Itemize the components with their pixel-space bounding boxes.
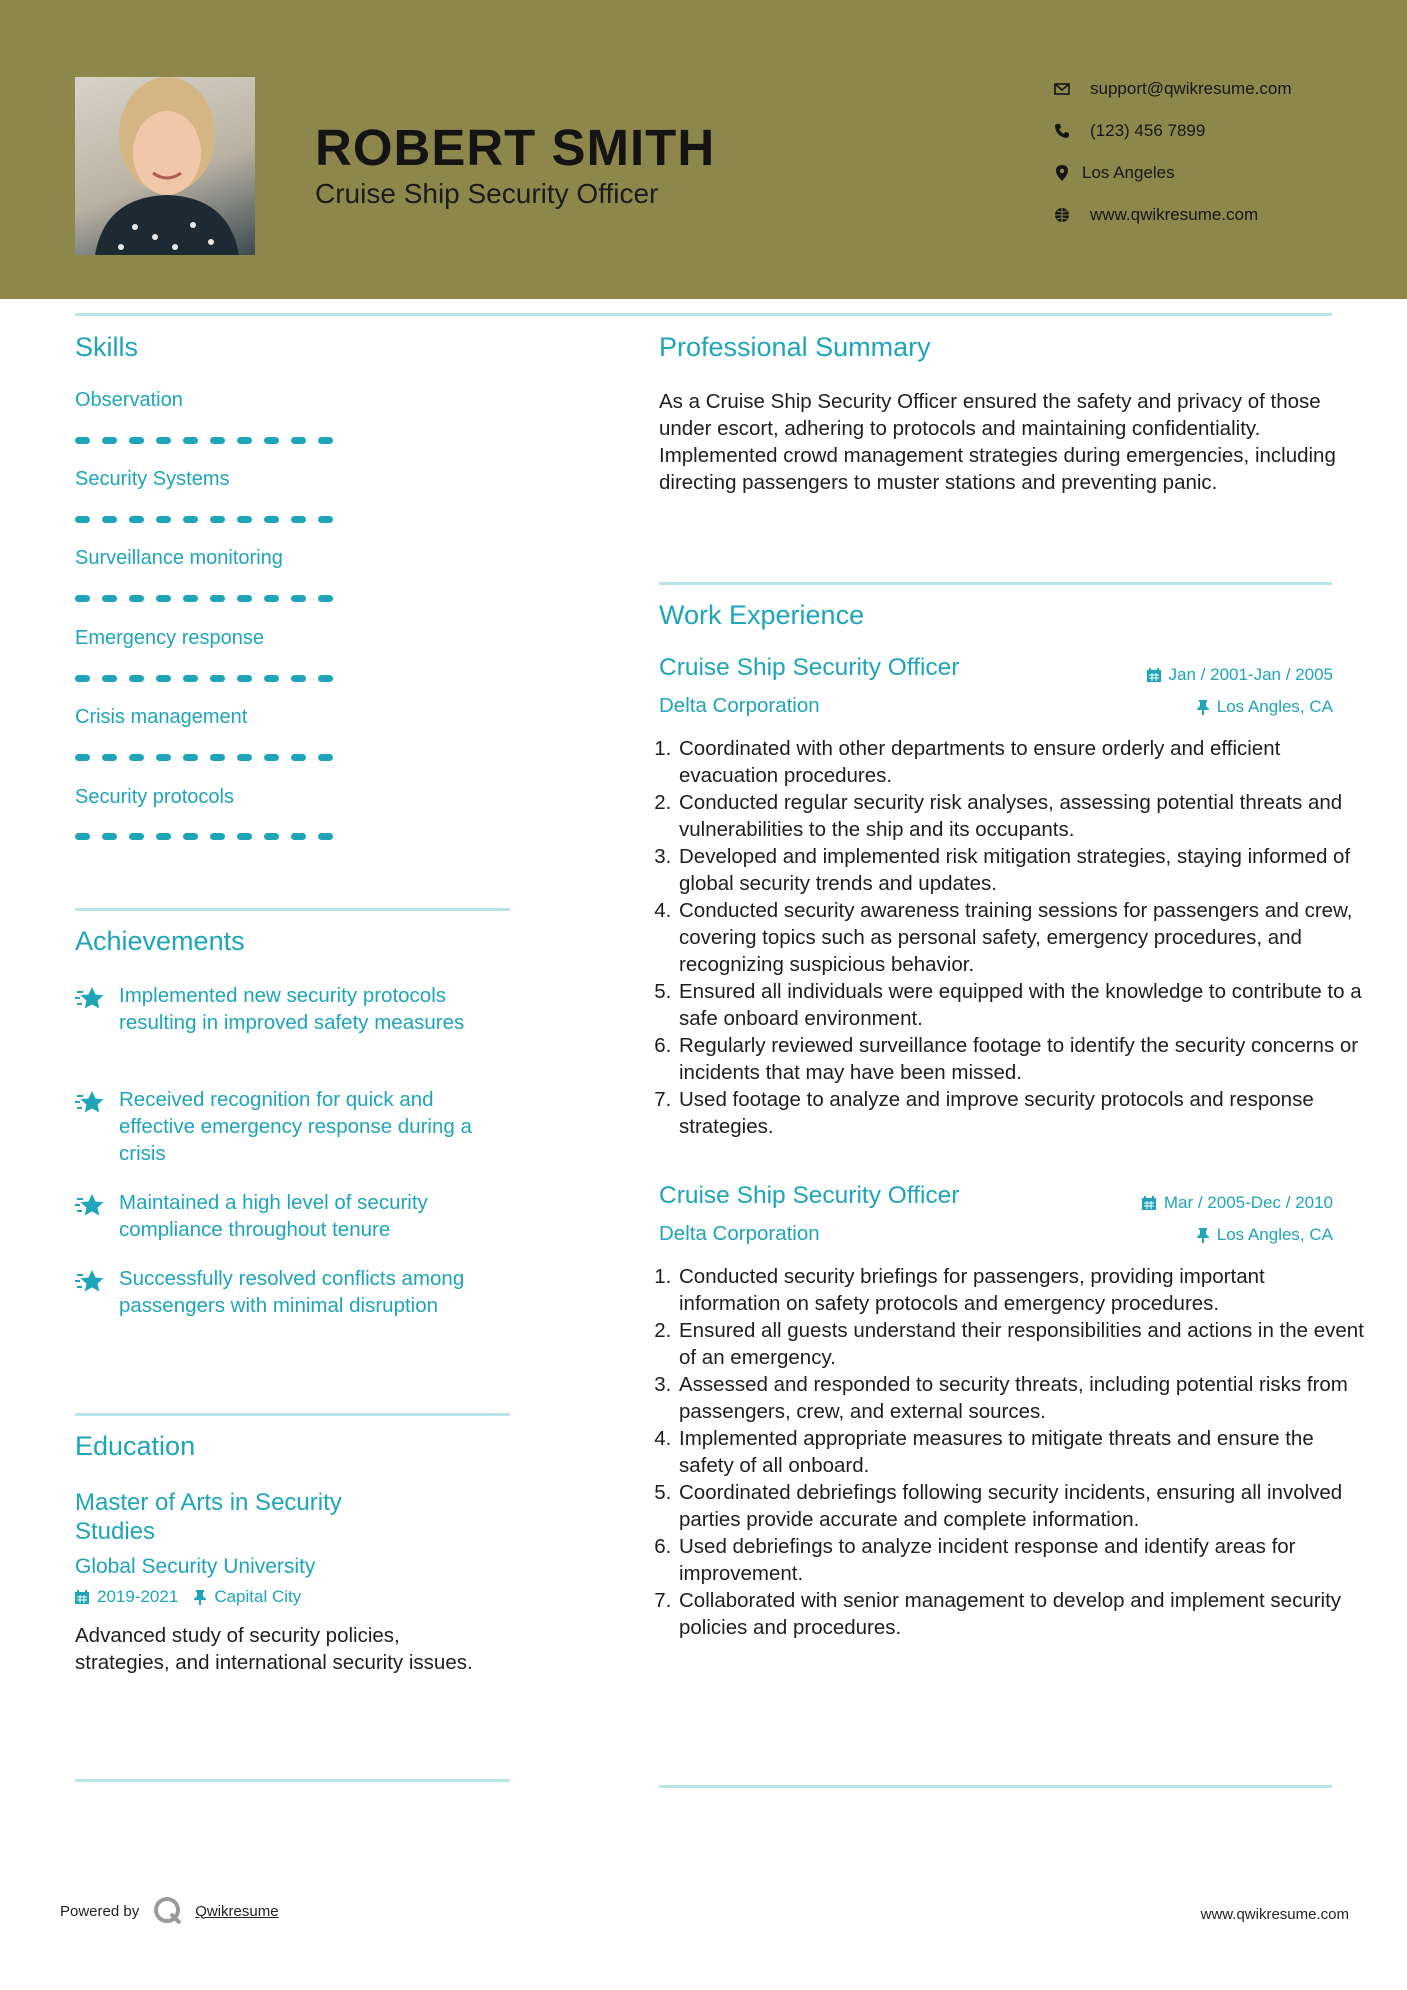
skill-label: Security protocols — [75, 786, 234, 808]
list-item: 5. Coordinated debriefings following security incidents, ensuring all involved parties provide accurate and complete information. — [677, 1479, 1367, 1533]
education-heading: Education — [75, 1431, 196, 1461]
candidate-title: Cruise Ship Security Officer — [315, 178, 659, 209]
pushpin-icon — [194, 1590, 206, 1605]
list-item: 6. Used debriefings to analyze incident response and identify areas for improvement. — [677, 1533, 1367, 1587]
contact-website[interactable] — [1052, 194, 1292, 236]
job-duties-list — [652, 735, 1367, 1140]
pushpin-icon — [1197, 1228, 1209, 1243]
contact-phone-text: (123) 456 7899 — [1090, 121, 1206, 140]
list-item: 2. Ensured all guests understand their responsibilities and actions in the event of an emergency. — [677, 1317, 1367, 1371]
job-location-text: Los Angles, CA — [1216, 697, 1333, 716]
experience-heading: Work Experience — [659, 600, 865, 630]
qwikresume-link[interactable]: Qwikresume — [195, 1902, 279, 1920]
globe-icon — [1052, 205, 1072, 225]
list-item: 7. Collaborated with senior management to develop and implement security policies and procedures. — [677, 1587, 1367, 1641]
list-item: 6. Regularly reviewed surveillance footage to identify the security concerns or incidents that may have been missed. — [677, 1032, 1367, 1086]
job-company: Delta Corporation — [659, 694, 820, 717]
list-item: 3. Developed and implemented risk mitigation strategies, staying informed of global security trends and updates. — [677, 843, 1367, 897]
skill-level-dots — [75, 437, 333, 444]
summary-heading: Professional Summary — [659, 332, 931, 362]
achievement-item — [75, 1086, 515, 1167]
divider — [75, 1413, 510, 1416]
profile-photo — [75, 77, 255, 255]
job-title: Cruise Ship Security Officer — [659, 1182, 960, 1209]
summary-text: As a Cruise Ship Security Officer ensured the safety and privacy of those under escort, adhering to protocols and maintaining confidentiality. Implemented crowd management strategies during emergencies, including directing passengers to muster stations and preventing panic. — [659, 390, 1336, 494]
calendar-icon — [1147, 668, 1161, 682]
list-item: 3. Assessed and responded to security threats, including potential risks from passengers, crew, and external sources. — [677, 1371, 1367, 1425]
qwikresume-logo-icon — [153, 1896, 183, 1926]
contact-email-text: support@qwikresume.com — [1090, 79, 1292, 98]
education-school: Global Security University — [75, 1555, 316, 1578]
contact-email[interactable] — [1052, 68, 1292, 110]
envelope-icon — [1052, 79, 1072, 99]
footer-powered-by — [60, 1896, 279, 1926]
top-divider — [75, 313, 1332, 316]
list-item: 4. Conducted security awareness training sessions for passengers and crew, covering topics such as personal safety, emergency procedures, and recognizing suspicious behavior. — [677, 897, 1367, 978]
skill-label: Observation — [75, 389, 183, 411]
achievement-text: Successfully resolved conflicts among passengers with minimal disruption — [119, 1267, 465, 1317]
skill-label: Crisis management — [75, 706, 248, 728]
job-location — [1197, 1225, 1333, 1245]
education-location: Capital City — [214, 1587, 302, 1606]
list-item: 5. Ensured all individuals were equipped with the knowledge to contribute to a safe onboard environment. — [677, 978, 1367, 1032]
contact-phone[interactable] — [1052, 110, 1292, 152]
skills-heading: Skills — [75, 332, 139, 362]
candidate-name: ROBERT SMITH — [315, 119, 716, 176]
resume-header — [0, 0, 1407, 299]
job-location-text: Los Angles, CA — [1216, 1225, 1333, 1244]
divider — [659, 1785, 1332, 1788]
skill-level-dots — [75, 516, 333, 523]
location-pin-icon — [1052, 163, 1072, 183]
education-meta — [75, 1587, 301, 1607]
divider — [75, 1779, 510, 1782]
job-title: Cruise Ship Security Officer — [659, 654, 960, 681]
skill-level-dots — [75, 833, 333, 840]
phone-icon — [1052, 121, 1072, 141]
contact-list — [1052, 68, 1292, 236]
job-company: Delta Corporation — [659, 1222, 820, 1245]
achievement-text: Implemented new security protocols resulting in improved safety measures — [119, 984, 465, 1034]
list-item: 1. Coordinated with other departments to ensure orderly and efficient evacuation procedures. — [677, 735, 1367, 789]
skill-level-dots — [75, 675, 333, 682]
star-badge-icon — [75, 1189, 119, 1243]
achievement-item — [75, 1189, 515, 1243]
achievements-heading: Achievements — [75, 926, 245, 956]
skill-level-dots — [75, 754, 333, 761]
star-badge-icon — [75, 982, 119, 1036]
education-degree: Master of Arts in Security Studies — [75, 1489, 342, 1545]
contact-website-text: www.qwikresume.com — [1090, 205, 1259, 224]
job-dates — [1147, 665, 1333, 685]
list-item: 4. Implemented appropriate measures to mitigate threats and ensure the safety of all onboard. — [677, 1425, 1367, 1479]
contact-location-text: Los Angeles — [1082, 163, 1175, 182]
job-dates-text: Mar / 2005-Dec / 2010 — [1163, 1193, 1333, 1212]
achievement-text: Received recognition for quick and effective emergency response during a crisis — [119, 1088, 472, 1165]
pushpin-icon — [1197, 700, 1209, 715]
star-badge-icon — [75, 1086, 119, 1167]
footer-website[interactable]: www.qwikresume.com — [1200, 1906, 1349, 1923]
divider — [75, 908, 510, 911]
job-duties-list — [652, 1263, 1367, 1641]
job-dates-text: Jan / 2001-Jan / 2005 — [1168, 665, 1333, 684]
education-description: Advanced study of security policies, strategies, and international security issues. — [75, 1624, 473, 1674]
skill-label: Surveillance monitoring — [75, 547, 283, 569]
achievement-item — [75, 982, 515, 1036]
achievement-item — [75, 1265, 515, 1319]
achievement-text: Maintained a high level of security compliance throughout tenure — [119, 1191, 428, 1241]
education-years: 2019-2021 — [97, 1587, 179, 1606]
calendar-icon — [75, 1590, 89, 1604]
calendar-icon — [1142, 1196, 1156, 1210]
list-item: 1. Conducted security briefings for passengers, providing important information on safety protocols and emergency procedures. — [677, 1263, 1367, 1317]
skill-label: Emergency response — [75, 627, 264, 649]
skill-label: Security Systems — [75, 468, 230, 490]
list-item: 2. Conducted regular security risk analyses, assessing potential threats and vulnerabilities to the ship and its occupants. — [677, 789, 1367, 843]
star-badge-icon — [75, 1265, 119, 1319]
divider — [659, 582, 1332, 585]
job-dates — [1142, 1193, 1333, 1213]
list-item: 7. Used footage to analyze and improve security protocols and response strategies. — [677, 1086, 1367, 1140]
skill-level-dots — [75, 595, 333, 602]
job-location — [1197, 697, 1333, 717]
powered-by-text: Powered by — [60, 1902, 140, 1920]
contact-location — [1052, 152, 1292, 194]
